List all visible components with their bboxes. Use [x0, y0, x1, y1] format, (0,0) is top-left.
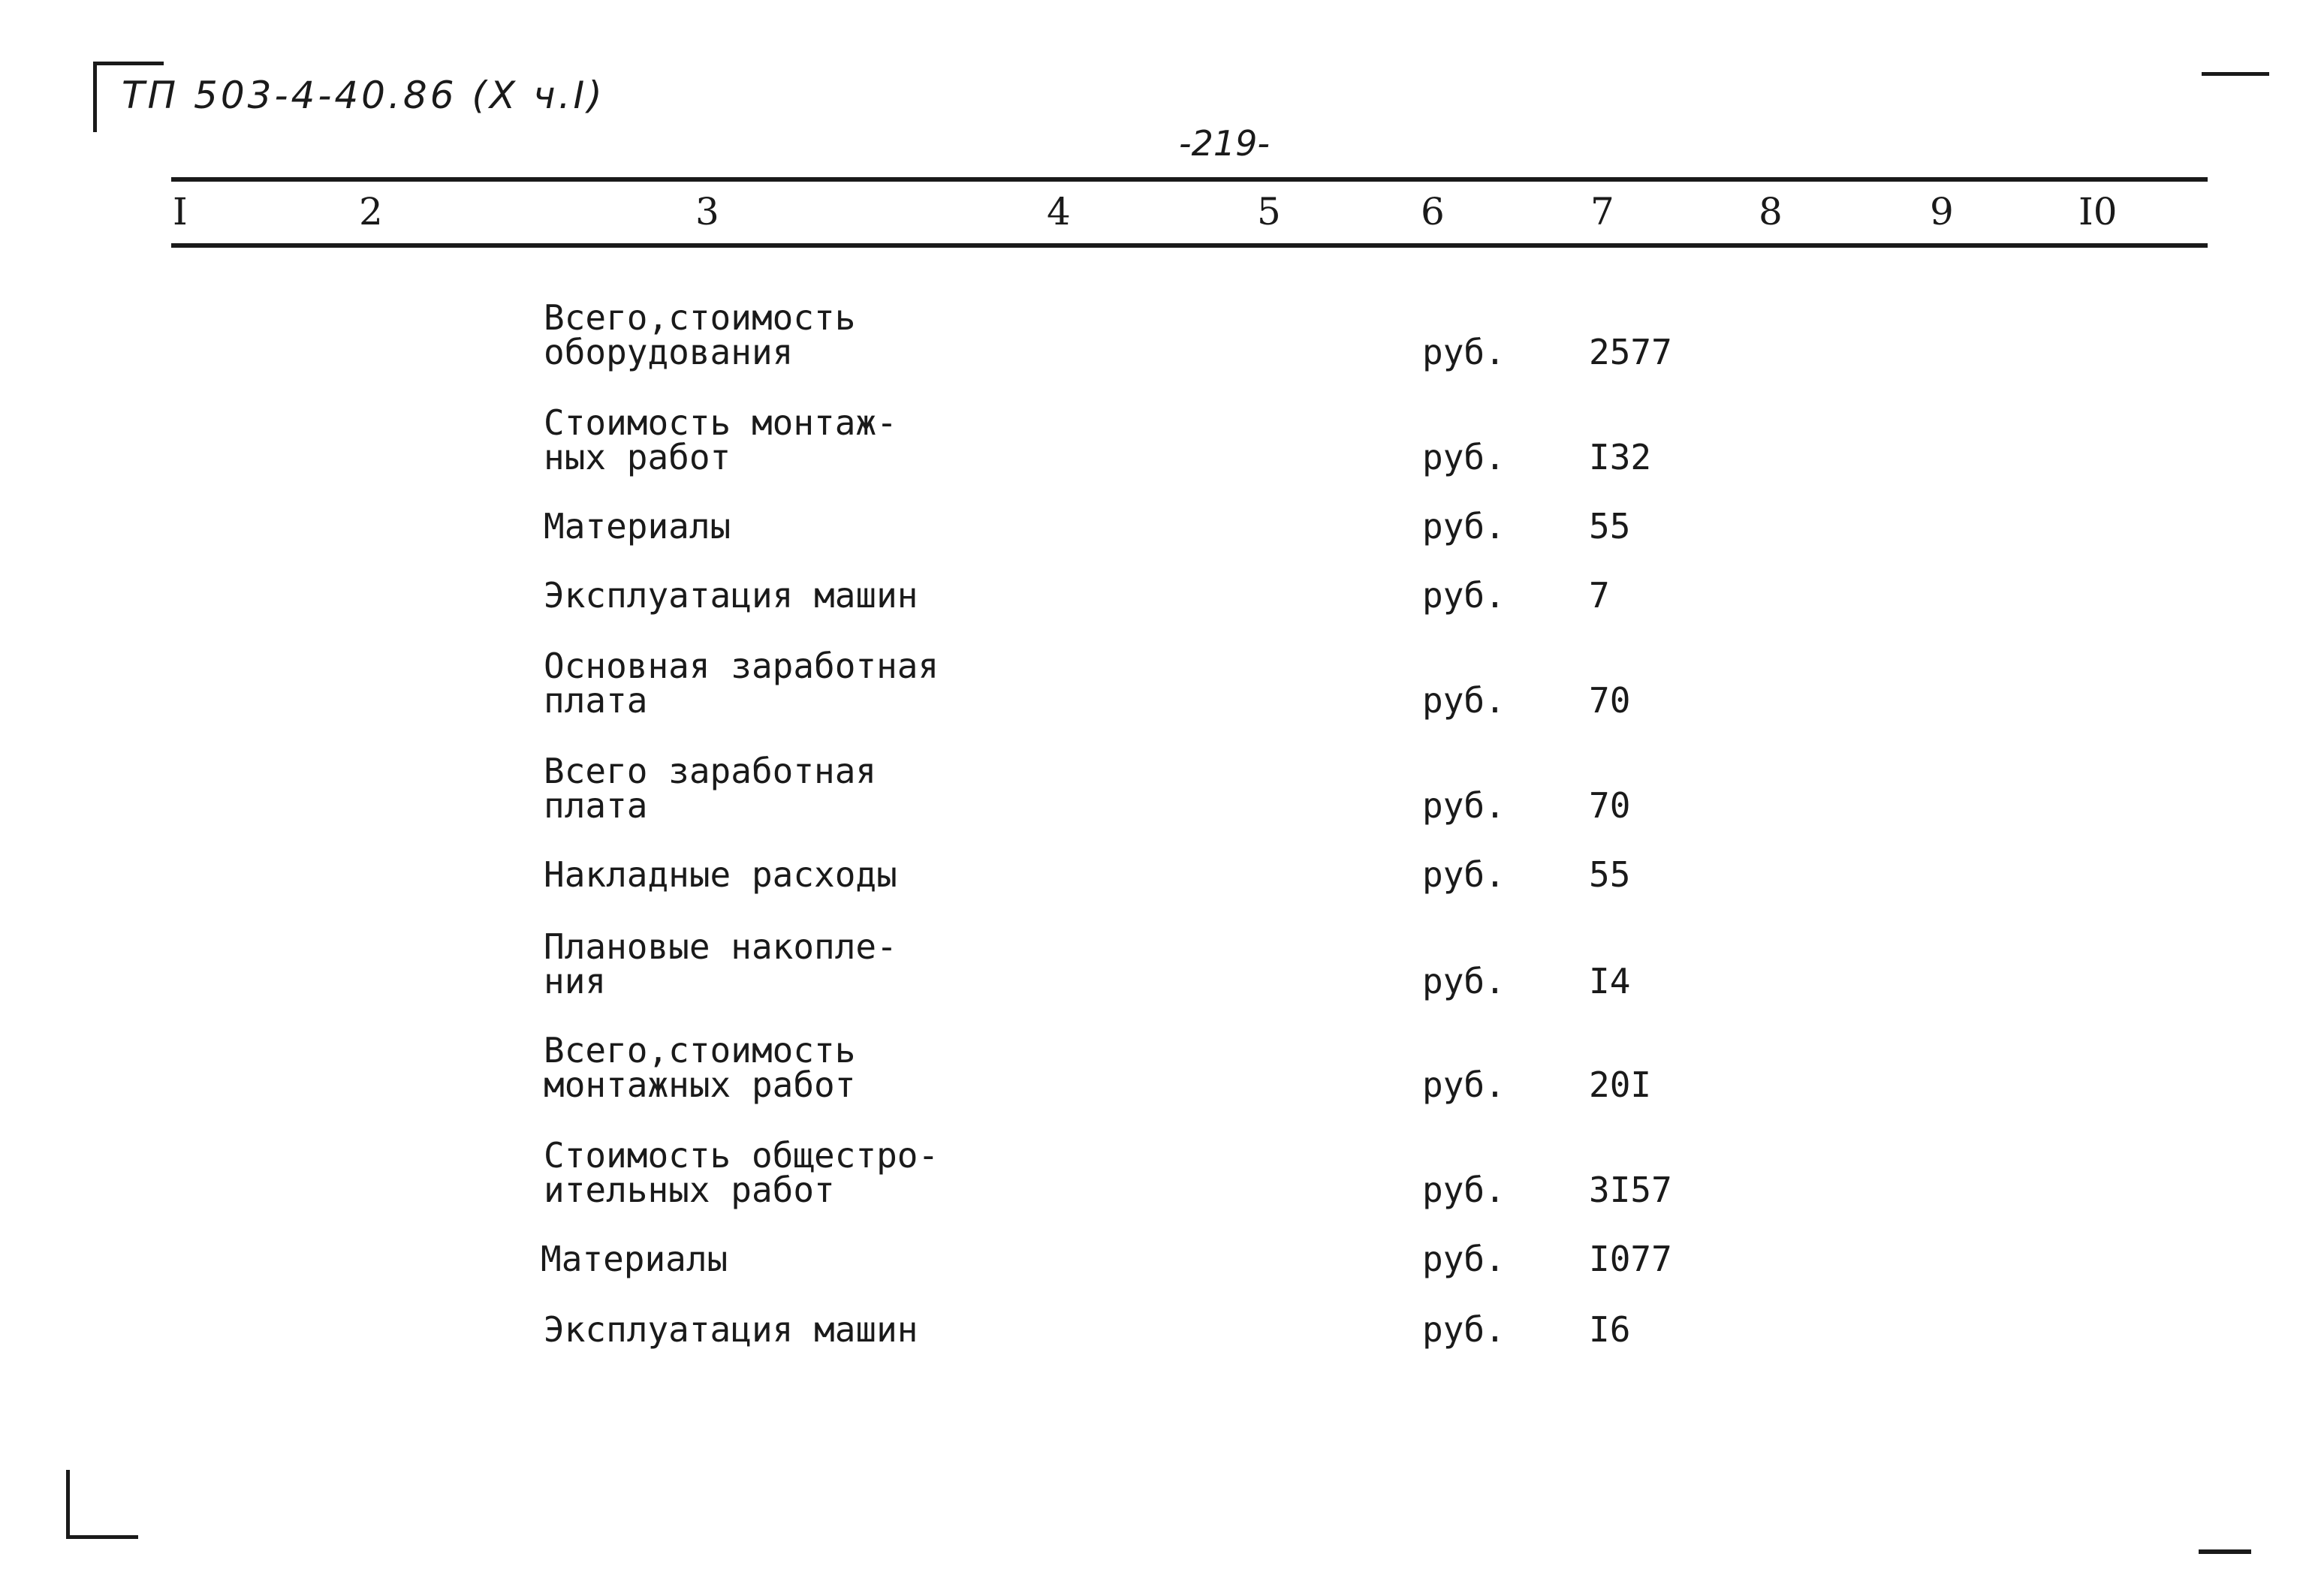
- row-unit: руб.: [1422, 680, 1506, 721]
- column-number-8: 8: [1759, 190, 1783, 233]
- page-number: -219-: [1179, 123, 1270, 164]
- row-label: Стоимость монтаж- ных работ: [544, 402, 897, 477]
- row-unit: руб.: [1422, 961, 1506, 1001]
- table-header-top-rule: [171, 177, 2208, 182]
- row-unit: руб.: [1422, 1065, 1506, 1105]
- row-value: 20I: [1589, 1065, 1652, 1105]
- column-number-9: 9: [1930, 190, 1954, 233]
- column-number-6: 6: [1421, 190, 1445, 233]
- row-unit: руб.: [1422, 506, 1506, 547]
- column-number-4: 4: [1047, 190, 1071, 233]
- row-label: Материалы: [544, 506, 731, 547]
- frame-corner-top-left-horizontal: [93, 62, 164, 65]
- row-unit: руб.: [1422, 1170, 1506, 1210]
- edge-mark-bottom-right: [2199, 1549, 2251, 1554]
- row-value: 70: [1589, 680, 1631, 721]
- row-label: Эксплуатация машин: [544, 575, 918, 616]
- row-label: Накладные расходы: [544, 854, 897, 895]
- row-unit: руб.: [1422, 854, 1506, 895]
- column-number-7: 7: [1590, 190, 1614, 233]
- row-value: 2577: [1589, 332, 1672, 372]
- row-label: Всего,стоимость монтажных работ: [544, 1030, 856, 1105]
- row-unit: руб.: [1422, 785, 1506, 826]
- row-value: 7: [1589, 575, 1610, 616]
- column-number-3: 3: [695, 190, 719, 233]
- column-number-10: I0: [2078, 190, 2118, 233]
- row-unit: руб.: [1422, 1239, 1506, 1279]
- row-label: Всего заработная плата: [544, 751, 877, 826]
- frame-corner-top-left: [93, 62, 97, 132]
- row-value: I4: [1589, 961, 1631, 1001]
- edge-mark-top-right: [2202, 72, 2269, 76]
- frame-corner-bottom-left-horizontal: [66, 1535, 138, 1539]
- row-value: I6: [1589, 1309, 1631, 1350]
- row-unit: руб.: [1422, 437, 1506, 477]
- row-label: Стоимость общестро- ительных работ: [544, 1135, 939, 1210]
- row-value: 55: [1589, 854, 1631, 895]
- row-value: I077: [1589, 1239, 1672, 1279]
- row-value: 55: [1589, 506, 1631, 547]
- document-code: ТП 503-4-40.86 (X ч.I): [122, 74, 605, 117]
- column-number-1: I: [173, 190, 188, 233]
- table-header-bottom-rule: [171, 243, 2208, 248]
- row-label: Основная заработная плата: [544, 646, 939, 721]
- frame-corner-bottom-left: [66, 1470, 70, 1539]
- row-unit: руб.: [1422, 575, 1506, 616]
- row-value: I32: [1589, 437, 1652, 477]
- row-value: 3I57: [1589, 1170, 1672, 1210]
- row-value: 70: [1589, 785, 1631, 826]
- column-number-2: 2: [359, 190, 383, 233]
- row-unit: руб.: [1422, 1309, 1506, 1350]
- row-label: Материалы: [541, 1239, 728, 1279]
- column-number-5: 5: [1257, 190, 1281, 233]
- row-label: Плановые накопле- ния: [544, 926, 897, 1001]
- row-label: Эксплуатация машин: [544, 1309, 918, 1350]
- row-unit: руб.: [1422, 332, 1506, 372]
- row-label: Всего,стоимость оборудования: [544, 297, 856, 372]
